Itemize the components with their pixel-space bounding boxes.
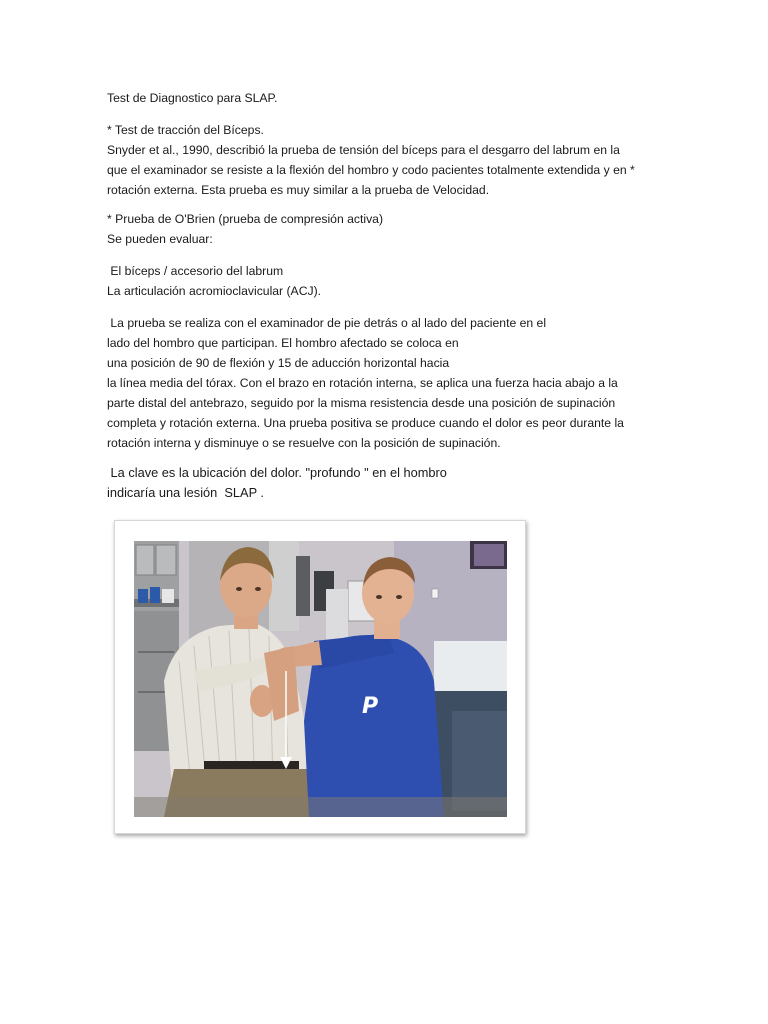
- evaluated-items: [107, 261, 667, 301]
- obrien-section: [107, 209, 667, 249]
- obrien-test-photo: [134, 541, 507, 817]
- procedure-line: parte distal del antebrazo, seguido por la misma resistencia desde una posición de supinación: [107, 396, 616, 410]
- procedure-line: lado del hombro que participan. El hombro afectado se coloca en: [107, 336, 459, 350]
- obrien-subheading: Se pueden evaluar:: [107, 232, 213, 246]
- biceps-line: Snyder et al., 1990, describió la prueba de tensión del bíceps para el desgarro del labrum en la: [107, 143, 620, 157]
- shirt-logo-letter: P: [362, 694, 379, 719]
- procedure-line: rotación interna y disminuye o se resuelve con la posición de supinación.: [107, 436, 501, 450]
- obrien-heading: * Prueba de O'Brien (prueba de compresión activa): [107, 212, 384, 226]
- procedure-line: una posición de 90 de flexión y 15 de aducción horizontal hacia: [107, 356, 450, 370]
- biceps-section: [107, 120, 667, 200]
- biceps-heading: * Test de tracción del Bíceps.: [107, 123, 264, 137]
- document-title: Test de Diagnostico para SLAP.: [107, 91, 278, 105]
- procedure-paragraph: [107, 313, 667, 453]
- clinic-scene-illustration: [134, 541, 507, 817]
- procedure-line: completa y rotación externa. Una prueba positiva se produce cuando el dolor es peor durante la: [107, 416, 624, 430]
- key-paragraph: [107, 463, 667, 503]
- photo-frame: [114, 520, 526, 834]
- evaluated-item: El bíceps / accesorio del labrum: [107, 264, 284, 278]
- document-body: [107, 88, 667, 512]
- procedure-line: La prueba se realiza con el examinador de pie detrás o al lado del paciente en el: [107, 316, 547, 330]
- evaluated-item: La articulación acromioclavicular (ACJ).: [107, 284, 322, 298]
- key-line: indicaría una lesión SLAP .: [107, 485, 264, 500]
- biceps-line: rotación externa. Esta prueba es muy similar a la prueba de Velocidad.: [107, 183, 490, 197]
- procedure-line: la línea media del tórax. Con el brazo en rotación interna, se aplica una fuerza hacia abajo a la: [107, 376, 618, 390]
- biceps-line: que el examinador se resiste a la flexión del hombro y codo pacientes totalmente extendida y en *: [107, 163, 635, 177]
- key-line: La clave es la ubicación del dolor. "profundo " en el hombro: [107, 465, 447, 480]
